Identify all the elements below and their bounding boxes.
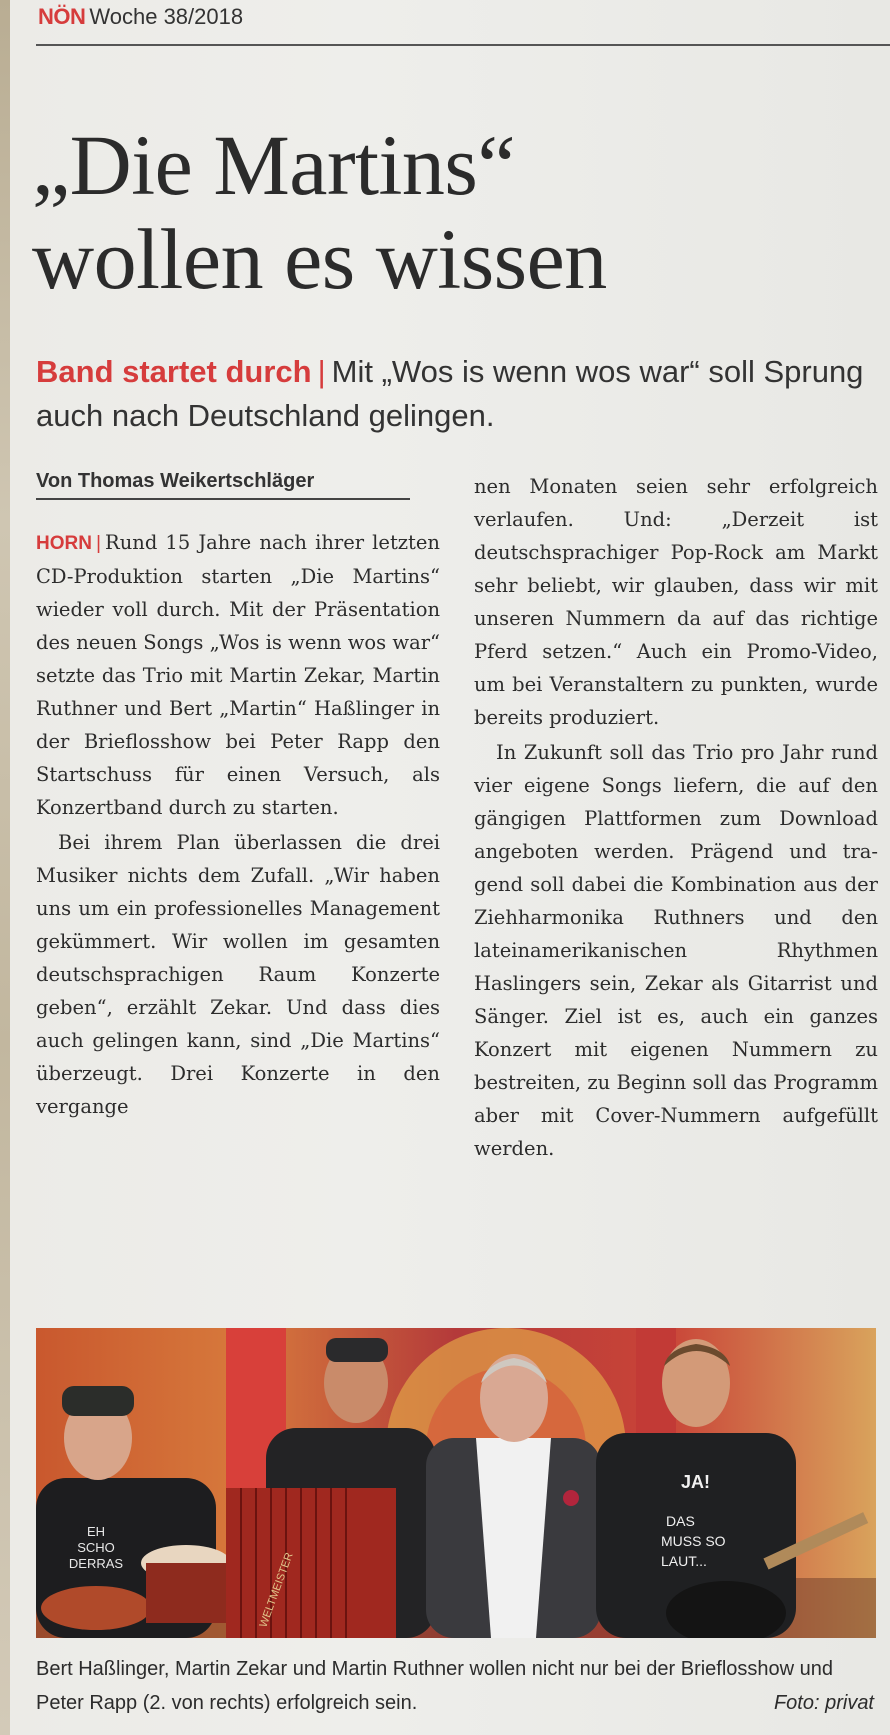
subline-text: Mit „Wos is wenn wos war“ soll Sprung auch nach Deutschland gelingen. bbox=[36, 354, 864, 433]
accordion-brand: WELTMEISTER bbox=[257, 1551, 296, 1630]
headline-line-2: wollen es wissen bbox=[32, 211, 607, 307]
caption-text: Bert Haßlinger, Martin Zekar und Martin Ruthner wollen nicht nur bei der Brieflosshow und Peter Rapp (2. von rechts) erfolgreich sein. bbox=[36, 1658, 834, 1714]
paragraph-1 bbox=[36, 526, 440, 824]
issue-label: Woche 38/2018 bbox=[89, 4, 244, 29]
header-rule bbox=[36, 44, 890, 46]
paragraph-1-text: Rund 15 Jahre nach ihrer letzten CD-Produktion starten „Die Martins“ wieder voll durch. Mit der Präsentation des neuen Songs „Wos is wenn wos war“ setzte das Trio mit Martin Zekar, Martin Ruthner und Bert „Martin“ Haßlinger in der Brieflosshow bei Peter Rapp den Startschuss für einen Versuch, als Konzertband durch zu starten. bbox=[36, 531, 440, 819]
article-column-right bbox=[474, 470, 878, 1165]
paragraph-4: In Zukunft soll das Trio pro Jahr rund vier eigene Songs liefern, die auf den gängigen Plattformen zum Download angeboten werden. Prägend und tragend soll dabei die Kombination aus der Ziehharmonika Ruthners und den lateinamerikanischen Rhythmen Haslingers sein, Zekar als Gitarrist und Sänger. Ziel ist es, auch ein ganzes Konzert mit eigenen Nummern zu bestreiten, zu Beginn soll das Programm aber mit Cover-Nummern aufgefüllt werden. bbox=[474, 741, 878, 1160]
photo-credit: Foto: privat bbox=[773, 1692, 874, 1714]
shirt-text-left-1: EH bbox=[86, 1524, 106, 1539]
article-column-left bbox=[36, 526, 440, 1123]
photo-caption bbox=[36, 1652, 876, 1720]
publication-logo: NÖN bbox=[38, 4, 86, 29]
shirt-text-right-3: MUSS SO bbox=[661, 1533, 726, 1549]
paragraph-2: Bei ihrem Plan überlassen die drei Musiker nichts dem Zufall. „Wir haben uns um ein professionelles Management gekümmert. Wir wollen im gesamten deutschsprachigen Raum Konzerte geben“, erzählt Zekar. Und dass dies auch gelingen kann, sind „Die Martins“ überzeugt. Drei Konzerte in den vergange bbox=[36, 831, 440, 1118]
page-edge bbox=[0, 0, 10, 1735]
page-header bbox=[38, 4, 243, 30]
paragraph-3: nen Monaten seien sehr erfolgreich verlaufen. Und: „Derzeit ist deutschsprachiger Pop-Rock am Markt sehr beliebt, wir glauben, dass wir mit unseren Nummern da auf das richtige Pferd setzen.“ Auch ein Promo-Video, um bei Veranstaltern zu punkten, wurde bereits produziert. bbox=[474, 475, 878, 729]
dateline-separator: | bbox=[95, 532, 102, 554]
kicker: Band startet durch bbox=[36, 354, 312, 389]
subheadline bbox=[36, 350, 876, 438]
shirt-text-right-1: JA! bbox=[681, 1472, 711, 1492]
accordion bbox=[226, 1488, 396, 1638]
shirt-text-left-2: SCHO bbox=[77, 1540, 115, 1555]
byline: Von Thomas Weikertschläger bbox=[36, 470, 410, 500]
shirt-text-left-3: DERRAS bbox=[68, 1556, 124, 1571]
headline-line-1: „Die Martins“ bbox=[32, 117, 516, 213]
dateline-location: HORN bbox=[36, 533, 92, 554]
shirt-text-right-4: LAUT... bbox=[661, 1553, 707, 1569]
band-photo bbox=[36, 1328, 876, 1638]
shirt-text-right-2: DAS bbox=[666, 1513, 695, 1529]
kicker-separator: | bbox=[317, 354, 326, 389]
band-photo-illustration bbox=[36, 1328, 876, 1638]
headline bbox=[32, 118, 872, 306]
